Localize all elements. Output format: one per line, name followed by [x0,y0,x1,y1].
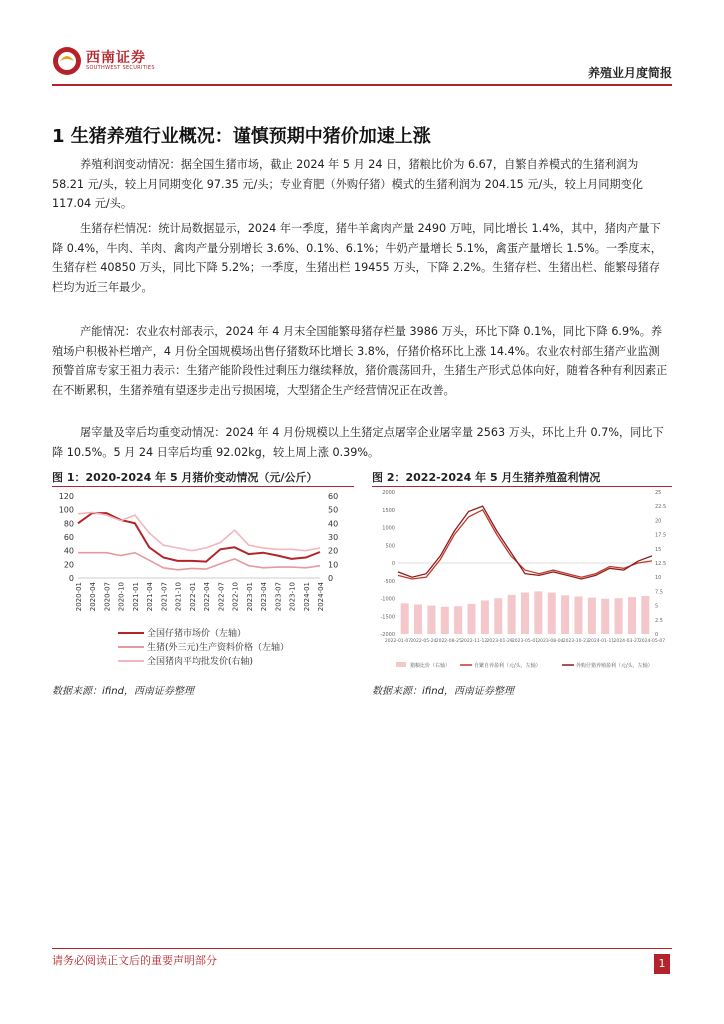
c2-x-tick-label: 2023-01-29 [486,639,513,644]
c1-x-tick-label: 2023-07 [274,582,283,612]
c2-left-tick-label: 1500 [382,507,395,514]
c2-left-tick-label: 2000 [382,490,395,496]
paragraph-inventory: 生猪存栏情况：统计局数据显示，2024 年一季度，猪牛羊禽肉产量 2490 万吨，同比增长 1.4%，其中，猪肉产量下降 0.4%，牛肉、羊肉、禽肉产量分别增长 3.6%、0.1%、6.1%；牛奶产量增长 5.1%，禽蛋产量增长 1.5%。一季度末，生猪存栏 40850 万头，同比下降 5.2%；一季度，生猪出栏 19455 万头，下降 2.2%。生猪存栏、生猪出栏、能繁母猪存栏均为近三年最少。 [52,222,662,294]
figure1-title: 图 1：2020-2024 年 5 月猪价变动情况（元/公斤） [52,471,318,484]
c2-left-tick-label: 0 [391,561,395,567]
pig-profit-chart [372,488,672,674]
c1-x-tick-label: 2021-04 [146,582,155,612]
c2-bar [615,598,623,634]
c1-right-tick-label: 60 [328,492,339,501]
c1-left-tick-label: 0 [68,574,74,583]
c2-x-tick-label: 2022-11-12 [461,639,488,644]
c2-legend-label: 猪粮比价（右轴） [410,663,451,669]
c2-bar [641,596,649,634]
c1-legend-label: 全国仔猪市场价（左轴） [147,629,247,639]
c2-right-tick-label: 7.5 [655,589,663,596]
c1-legend-label: 全国猪肉平均批发价(右轴) [147,657,254,667]
c2-bar [508,595,516,634]
c1-x-tick-label: 2022-01 [188,582,197,612]
company-logo [52,46,155,76]
paragraph-capacity: 产能情况：农业农村部表示，2024 年 4 月末全国能繁母猪存栏量 3986 万头，环比下降 0.1%，同比下降 6.9%。养殖场户积极补栏增产，4 月份全国规模场出售仔猪数环比增长 3.8%，仔猪价格环比上涨 14.4%。农业农村部生猪产业监测预警首席专家王祖力表示：生猪产能阶段性过剩压力继续释放，猪价震荡回升，生猪生产形式总体向好，随着各种有利因素正在不断累积，生猪养殖有望逐步走出亏损困境，大型猪企生产经营情况正在改善。 [52,325,668,397]
c1-x-tick-label: 2023-10 [288,582,297,612]
figure1-source: 数据来源：ifind，西南证券整理 [52,686,194,697]
c2-bar [548,593,556,634]
c2-right-tick-label: 22.5 [655,504,667,511]
figure2-title: 图 2：2022-2024 年 5 月生猪养殖盈利情况 [372,471,601,484]
paragraph-slaughter: 屠宰量及宰后均重变动情况：2024 年 4 月份规模以上生猪定点屠宰企业屠宰量 2563 万头，环比上升 0.7%，同比下降 10.5%。5 月 24 日宰后均重 92.02kg，较上周上涨 0.39%。 [52,426,664,459]
c1-x-tick-label: 2023-04 [260,582,269,612]
c2-bar [628,597,636,634]
c1-x-tick-label: 2021-01 [131,582,140,612]
logo-emblem-icon [52,46,82,76]
pig-price-chart [52,488,354,674]
c2-x-tick-label: 2022-01-07 [384,639,412,644]
c2-right-tick-label: 17.5 [655,532,667,539]
c2-right-tick-label: 15 [655,546,662,553]
c1-series-line [78,512,320,550]
logo-cn-text: 西南证券 [86,50,146,66]
c1-x-tick-label: 2024-01 [302,582,311,612]
figure2-source: 数据来源：ifind，西南证券整理 [372,686,514,697]
c1-right-tick-label: 50 [328,505,339,515]
c1-x-tick-label: 2020-04 [89,582,98,612]
c2-right-tick-label: 2.5 [655,617,663,624]
c2-right-tick-label: 12.5 [655,561,667,567]
c2-legend-label: 自繁自养盈利（元/头，左轴） [474,663,541,669]
c2-right-tick-label: 10 [655,575,662,582]
c2-x-tick-label: 2022-08-25 [435,639,462,644]
c1-left-tick-label: 120 [58,492,74,501]
c1-right-tick-label: 40 [328,519,339,529]
c1-left-tick-label: 80 [63,519,74,529]
c2-bar [494,598,502,634]
c2-bar [468,604,476,634]
c2-bar [574,597,582,634]
c2-left-tick-label: -2000 [380,632,395,638]
c2-x-tick-label: 2024-03-27 [613,639,640,644]
c2-left-tick-label: -1500 [380,614,395,621]
c2-legend-label: 外购仔猪养殖盈利（元/头，左轴） [576,663,653,669]
c1-legend-label: 生猪(外三元)生产资料价格（左轴） [147,643,290,653]
c2-x-tick-label: 2024-05-07 [638,639,666,644]
c1-x-tick-label: 2022-10 [231,582,240,612]
c2-left-tick-label: 500 [385,543,395,550]
c1-x-tick-label: 2021-07 [160,582,169,612]
figure2-rule [372,486,672,487]
c1-x-tick-label: 2020-01 [75,582,83,612]
c2-bar [521,593,529,634]
c1-right-tick-label: 20 [328,546,339,556]
report-title: 养殖业月度简报 [587,66,672,80]
c2-purchased-line [398,506,652,579]
c1-x-tick-label: 2020-10 [117,582,126,612]
c1-left-tick-label: 100 [58,505,74,515]
page-number: 1 [654,954,670,974]
c2-right-tick-label: 25 [655,490,662,496]
c2-x-tick-label: 2023-05-01 [511,639,539,644]
c2-bar [534,591,542,634]
disclaimer-notice[interactable]: 请务必阅读正文后的重要声明部分 [52,954,217,967]
c2-bar [427,606,435,634]
c1-x-tick-label: 2023-01 [245,582,254,612]
c2-x-tick-label: 2022-05-24 [410,639,437,644]
header-divider [52,84,672,86]
c2-x-tick-label: 2023-10-23 [562,639,589,644]
c2-left-tick-label: -500 [383,578,395,585]
logo-en-text: SOUTHWEST SECURITIES [86,65,155,71]
c2-bar [441,607,449,634]
c2-bar [561,595,569,634]
paragraph-profit: 养殖利润变动情况：据全国生猪市场，截止 2024 年 5 月 24 日，猪粮比价为 6.67，自繁自养模式的生猪利润为 58.21 元/头，较上月同期变化 97.35 元/头；专业育肥（外购仔猪）模式的生猪利润为 204.15 元/头，较上月同期变化 117.04 元/头。 [52,158,643,211]
c1-x-tick-label: 2020-07 [103,582,112,612]
c2-left-tick-label: -1000 [380,596,395,603]
c1-right-tick-label: 0 [328,574,334,583]
c2-bar [601,599,609,634]
c2-bar [481,600,489,634]
c2-bar [454,606,462,634]
c1-right-tick-label: 10 [328,560,339,570]
c2-left-tick-label: 1000 [382,525,395,532]
c2-right-tick-label: 20 [655,518,662,525]
section-title: 1 生猪养殖行业概况：谨慎预期中猪价加速上涨 [52,126,431,147]
figure1-rule [52,486,354,487]
c2-legend-swatch [396,662,406,667]
c1-left-tick-label: 20 [63,560,74,570]
c2-x-tick-label: 2024-01-11 [588,639,615,644]
c2-right-tick-label: 0 [655,632,659,638]
c1-left-tick-label: 40 [63,546,74,556]
c1-x-tick-label: 2024-04 [317,582,325,612]
c1-x-tick-label: 2022-04 [203,582,212,612]
c2-right-tick-label: 5 [655,603,659,610]
c1-x-tick-label: 2022-07 [217,582,226,612]
c2-x-tick-label: 2023-08-04 [537,639,564,644]
c1-x-tick-label: 2021-10 [174,582,183,612]
c1-right-tick-label: 30 [328,533,339,542]
footer-divider [52,948,672,949]
c2-bar [401,603,409,634]
c1-left-tick-label: 60 [63,533,74,542]
c2-bar [588,598,596,634]
c2-bar [414,604,422,634]
